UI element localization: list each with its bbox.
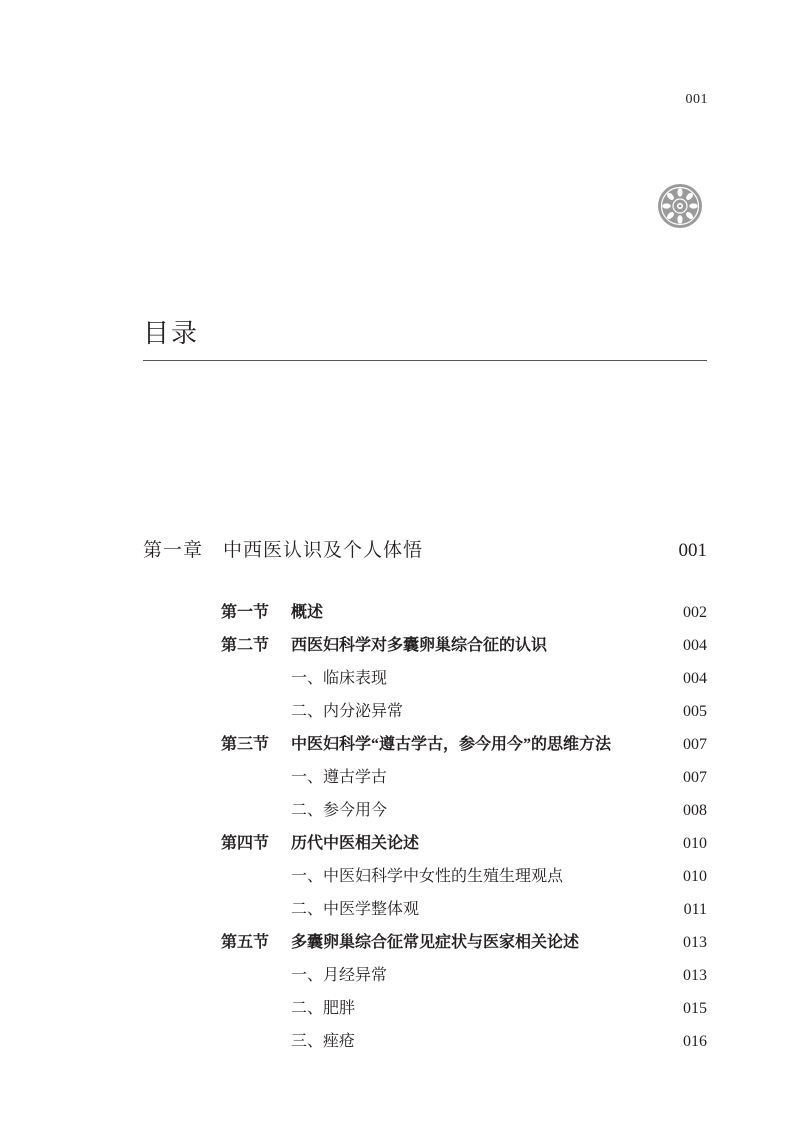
item-title: 二、参今用今 <box>291 802 388 819</box>
toc-item[interactable] <box>143 1029 707 1062</box>
item-title: 二、中医学整体观 <box>291 901 420 918</box>
item-page: 008 <box>683 802 707 819</box>
item-page: 013 <box>683 967 707 984</box>
toc-section[interactable] <box>143 600 707 633</box>
section-number: 第三节 <box>221 736 270 753</box>
item-title: 三、痤疮 <box>291 1033 356 1050</box>
item-page: 010 <box>683 868 707 885</box>
chapter-number: 第一章 <box>143 540 204 561</box>
section-page: 010 <box>683 835 707 852</box>
chapter-page: 001 <box>678 540 707 561</box>
title-divider <box>143 360 707 361</box>
item-page: 016 <box>683 1033 707 1050</box>
page-title: 目录 <box>143 319 200 349</box>
item-page: 015 <box>683 1000 707 1017</box>
item-page: 005 <box>683 703 707 720</box>
section-number: 第四节 <box>221 835 270 852</box>
item-page: 007 <box>683 769 707 786</box>
section-title: 西医妇科学对多囊卵巢综合征的认识 <box>291 637 548 654</box>
toc-chapter[interactable] <box>143 536 707 586</box>
item-title: 一、中医妇科学中女性的生殖生理观点 <box>291 868 564 885</box>
item-page: 004 <box>683 670 707 687</box>
toc-section[interactable] <box>143 930 707 963</box>
page-number: 001 <box>685 92 708 107</box>
item-title: 一、月经异常 <box>291 967 388 984</box>
toc-section[interactable] <box>143 732 707 765</box>
toc-item[interactable] <box>143 864 707 897</box>
toc-item[interactable] <box>143 996 707 1029</box>
toc-section[interactable] <box>143 633 707 666</box>
item-title: 一、遵古学古 <box>291 769 388 786</box>
section-number: 第五节 <box>221 934 270 951</box>
toc-item[interactable] <box>143 798 707 831</box>
toc-item[interactable] <box>143 897 707 930</box>
item-title: 二、内分泌异常 <box>291 703 404 720</box>
section-number: 第一节 <box>221 604 270 621</box>
item-title: 二、肥胖 <box>291 1000 356 1017</box>
section-title: 历代中医相关论述 <box>291 835 420 852</box>
toc-item[interactable] <box>143 765 707 798</box>
item-title: 一、临床表现 <box>291 670 388 687</box>
section-page: 004 <box>683 637 707 654</box>
item-page: 011 <box>683 901 707 918</box>
table-of-contents <box>143 536 707 1062</box>
toc-section[interactable] <box>143 831 707 864</box>
section-title: 多囊卵巢综合征常见症状与医家相关论述 <box>291 934 580 951</box>
toc-item[interactable] <box>143 963 707 996</box>
spacer <box>143 586 707 600</box>
section-title: 中医妇科学“遵古学古，参今用今”的思维方法 <box>291 736 612 753</box>
section-page: 013 <box>683 934 707 951</box>
section-page: 007 <box>683 736 707 753</box>
section-number: 第二节 <box>221 637 270 654</box>
toc-item[interactable] <box>143 699 707 732</box>
section-title: 概述 <box>291 604 324 621</box>
chapter-title: 中西医认识及个人体悟 <box>223 540 424 561</box>
rosette-ornament-icon <box>657 183 703 229</box>
section-page: 002 <box>683 604 707 621</box>
toc-item[interactable] <box>143 666 707 699</box>
